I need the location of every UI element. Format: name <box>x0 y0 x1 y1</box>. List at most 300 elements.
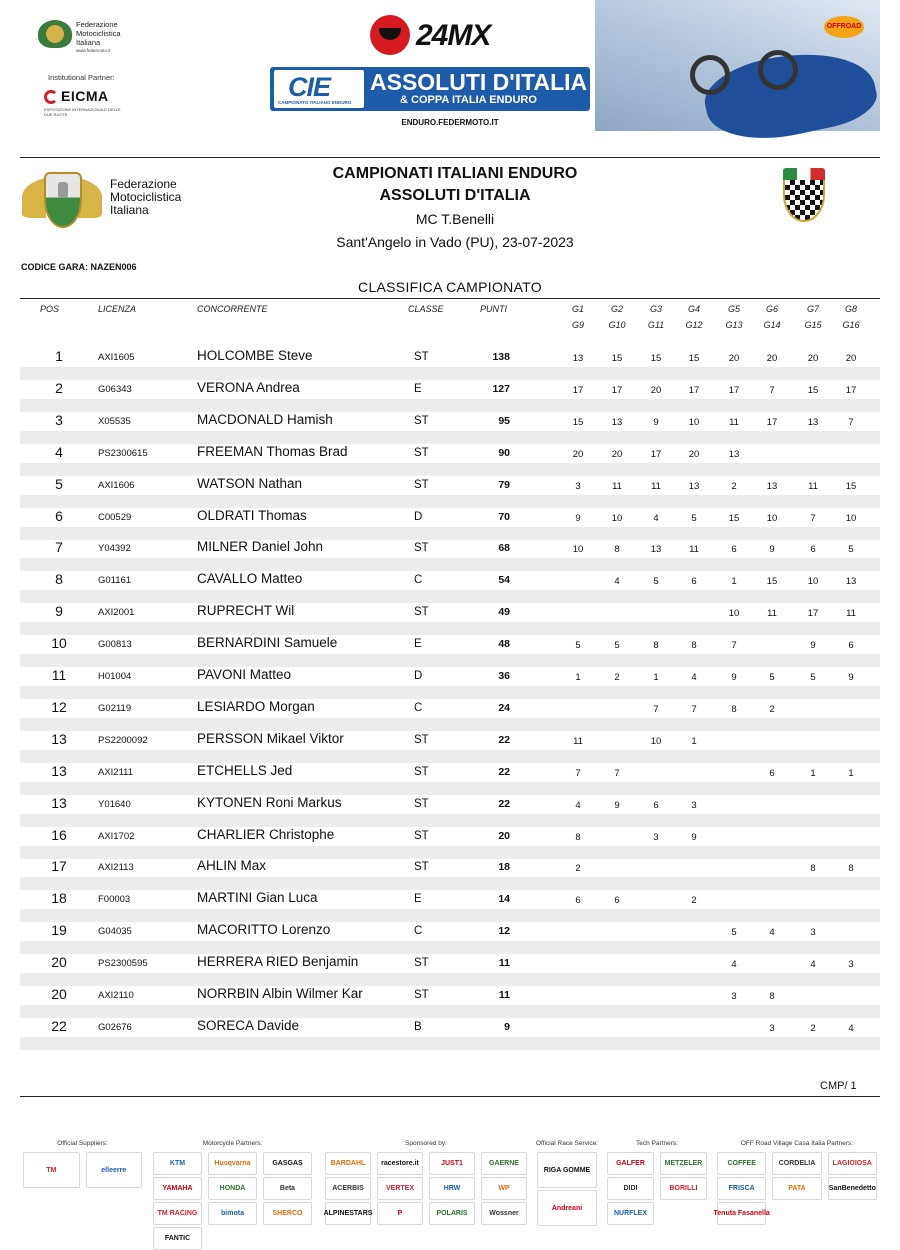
sponsor-logo <box>325 1152 371 1175</box>
cell-position: 20 <box>51 986 67 1002</box>
sponsor-group <box>150 1140 315 1242</box>
cell-class: ST <box>414 989 429 1001</box>
cell-points: 11 <box>498 957 510 970</box>
cell-race-6: 15 <box>766 576 778 588</box>
sponsor-logo <box>377 1152 423 1175</box>
sponsor-logo <box>772 1177 821 1200</box>
cell-race-4: 11 <box>689 544 699 556</box>
sponsor-logo-text: KTM <box>169 1160 186 1167</box>
cell-race-5: 1 <box>731 576 737 588</box>
cell-position: 22 <box>51 1017 67 1034</box>
sponsor-logo <box>481 1152 527 1175</box>
cell-race-6: 8 <box>769 991 775 1002</box>
cell-race-2: 4 <box>614 576 620 588</box>
row-band <box>20 1037 880 1050</box>
cell-rider: NORRBIN Albin Wilmer Kar <box>197 986 363 1001</box>
cell-license: Y01640 <box>98 798 131 810</box>
table-row <box>20 444 880 476</box>
cell-class: ST <box>414 957 429 970</box>
cell-license: C00529 <box>98 511 132 523</box>
cell-position: 13 <box>51 794 67 811</box>
cell-license: G06343 <box>98 383 132 395</box>
cell-race-6: 4 <box>769 927 775 939</box>
cie-logo-text: CIE <box>288 72 331 102</box>
cell-race-1: 20 <box>572 448 584 460</box>
cell-race-3: 8 <box>653 640 659 652</box>
sponsor-logo-text: POLARIS <box>436 1210 468 1217</box>
event-banner <box>270 67 590 111</box>
offroad-logo-text: OFFROAD <box>826 23 862 30</box>
sponsor-logo <box>377 1202 423 1225</box>
row-band <box>20 495 880 508</box>
cell-race-5: 11 <box>729 416 739 428</box>
cell-license: AXI2113 <box>98 862 134 874</box>
cell-race-1: 1 <box>575 672 581 683</box>
sponsor-logo-text: Tenuta Fasanella <box>713 1210 770 1217</box>
row-band <box>20 718 880 731</box>
sponsor-logo <box>377 1177 423 1200</box>
cell-race-8: 9 <box>848 672 854 683</box>
cell-points: 138 <box>492 351 510 363</box>
cell-race-6: 11 <box>767 608 777 620</box>
sponsor-logo <box>86 1152 143 1188</box>
cell-race-6: 5 <box>769 672 775 683</box>
cell-race-2: 2 <box>614 672 620 683</box>
row-band <box>20 590 880 603</box>
table-row <box>20 954 880 986</box>
cell-class: ST <box>414 351 429 363</box>
cell-license: G02676 <box>98 1021 132 1033</box>
sponsor-logo-text: elleerre <box>101 1166 127 1174</box>
cell-race-6: 6 <box>769 767 775 779</box>
table-row <box>20 667 880 699</box>
sponsor-logo-text: DIDI <box>623 1185 638 1192</box>
cell-race-6: 10 <box>766 512 778 524</box>
cell-license: PS2300615 <box>98 447 148 459</box>
sponsor-group-label: Official Suppliers: <box>57 1140 108 1147</box>
row-band <box>20 399 880 412</box>
cell-race-8: 7 <box>848 416 854 428</box>
cell-rider: AHLIN Max <box>197 858 267 874</box>
cell-race-5: 6 <box>731 544 737 556</box>
sponsor-logo <box>208 1202 257 1225</box>
sponsor-logo <box>713 1202 770 1225</box>
cell-race-7: 20 <box>807 353 819 364</box>
cell-class: C <box>414 574 423 587</box>
cell-race-7: 8 <box>810 863 816 875</box>
row-band <box>20 750 880 763</box>
cell-license: AXI2110 <box>98 990 134 1001</box>
cell-race-8: 4 <box>848 1022 854 1034</box>
cell-points: 95 <box>498 414 510 427</box>
tricolor-icon <box>783 168 825 180</box>
enduro-url: ENDURO.FEDERMOTO.IT <box>401 118 499 127</box>
col-g-bottom-4: G12 <box>685 320 703 330</box>
sponsor-logo-text: ALPINESTARS <box>323 1210 373 1217</box>
eicma-subtitle: ESPOSIZIONE INTERNAZIONALE DELLE DUE RUOTE <box>44 107 121 117</box>
cell-rider: ETCHELLS Jed <box>197 762 293 778</box>
cell-position: 2 <box>55 379 63 396</box>
cell-points: 48 <box>498 638 510 651</box>
cell-race-3: 10 <box>650 735 662 747</box>
cell-points: 79 <box>498 478 510 491</box>
cell-position: 10 <box>51 635 67 652</box>
row-band <box>20 909 880 922</box>
sponsor-logo <box>481 1202 527 1225</box>
table-row <box>20 890 880 922</box>
col-g-top-3: G3 <box>649 304 662 314</box>
cell-race-3: 4 <box>653 512 659 524</box>
cell-race-8: 8 <box>848 863 854 875</box>
cell-race-5: 4 <box>731 959 737 971</box>
cell-rider: WATSON Nathan <box>197 475 303 491</box>
cell-position: 5 <box>55 475 63 492</box>
sponsor-logo <box>828 1152 877 1175</box>
cell-license: G02119 <box>98 702 132 714</box>
cell-race-5: 7 <box>731 640 737 652</box>
sponsor-group <box>604 1140 710 1230</box>
cell-race-3: 15 <box>650 353 662 364</box>
col-g-bottom-6: G14 <box>763 320 781 330</box>
cell-race-6: 2 <box>769 703 775 715</box>
cell-race-2: 5 <box>614 640 620 652</box>
row-band <box>20 367 880 380</box>
cell-race-7: 13 <box>807 416 819 428</box>
cell-rider: LESIARDO Morgan <box>197 698 315 714</box>
cell-class: ST <box>414 765 429 778</box>
cell-race-5: 3 <box>731 991 737 1002</box>
cell-race-8: 1 <box>848 767 854 779</box>
table-row <box>20 635 880 667</box>
col-g-top-7: G7 <box>806 304 819 314</box>
sponsor-group-label: OFF Road Village Casa Italia Partners: <box>740 1140 854 1147</box>
cell-points: 14 <box>498 893 510 906</box>
cell-license: H01004 <box>98 671 132 682</box>
sponsor-logo <box>23 1152 80 1188</box>
sponsor-logo-text: WP <box>498 1185 510 1192</box>
cell-race-1: 7 <box>575 767 581 779</box>
sponsor-logo <box>325 1177 371 1200</box>
cell-race-7: 4 <box>810 959 816 971</box>
cell-race-7: 15 <box>807 384 819 396</box>
cell-race-8: 5 <box>848 544 854 556</box>
sponsor-group-label: Sponsored by: <box>405 1140 447 1147</box>
cell-race-6: 3 <box>769 1022 775 1034</box>
sponsor-logo-text: NURFLEX <box>613 1210 648 1217</box>
cell-race-2: 8 <box>614 544 620 556</box>
fmi-small-url: www.federmoto.it <box>76 48 111 53</box>
table-row <box>20 763 880 795</box>
col-points: PUNTI <box>480 304 507 314</box>
sponsor-logo <box>607 1177 654 1200</box>
table-row <box>20 922 880 954</box>
cell-license: X05535 <box>98 415 131 427</box>
cell-class: ST <box>414 797 429 810</box>
cell-class: ST <box>414 478 429 491</box>
cell-rider: PERSSON Mikael Viktor <box>197 730 344 746</box>
cell-race-8: 11 <box>846 608 856 620</box>
col-g-top-1: G1 <box>571 304 584 314</box>
row-band <box>20 686 880 699</box>
cell-race-7: 6 <box>810 544 816 556</box>
col-pos: POS <box>40 304 60 314</box>
cell-race-3: 11 <box>651 480 661 492</box>
table-row <box>20 476 880 508</box>
cell-class: D <box>414 670 423 682</box>
place-and-date: Sant'Angelo in Vado (PU), 23-07-2023 <box>336 234 574 250</box>
sponsor-logo-text: COFFEE <box>727 1160 756 1167</box>
cell-rider: PAVONI Matteo <box>197 667 292 682</box>
cell-rider: MARTINI Gian Luca <box>197 890 318 906</box>
event-subtitle: & COPPA ITALIA ENDURO <box>400 94 537 106</box>
table-row <box>20 603 880 635</box>
cell-points: 22 <box>498 765 510 778</box>
sponsor-logo <box>607 1202 654 1225</box>
sponsor-logo-text: CORDELIA <box>778 1160 816 1167</box>
col-rider: CONCORRENTE <box>197 304 268 314</box>
cell-race-4: 2 <box>691 895 697 907</box>
sponsor-logo-text: FANTIC <box>164 1235 191 1242</box>
page-title: CAMPIONATI ITALIANI ENDURO <box>332 165 578 182</box>
sponsor-logo <box>263 1152 312 1175</box>
cell-race-4: 15 <box>688 353 700 364</box>
divider-table-top <box>20 298 880 299</box>
row-band <box>20 654 880 667</box>
cell-race-1: 6 <box>575 895 581 907</box>
cell-points: 12 <box>498 925 510 938</box>
table-row <box>20 858 880 890</box>
table-row <box>20 508 880 540</box>
sponsor-logo-text: BARDAHL <box>330 1160 366 1167</box>
cell-class: C <box>414 925 423 938</box>
cell-class: ST <box>414 606 429 619</box>
row-band <box>20 782 880 795</box>
cell-position: 7 <box>55 539 63 556</box>
sponsor-logo <box>263 1177 312 1200</box>
row-band <box>20 846 880 859</box>
cell-race-3: 13 <box>650 544 662 556</box>
table-row <box>20 380 880 412</box>
sponsor-logo <box>772 1152 821 1175</box>
sponsor-logo <box>263 1202 312 1225</box>
cell-points: 49 <box>498 606 510 619</box>
cell-license: AXI1605 <box>98 352 135 363</box>
sponsor-logo-text: PATA <box>788 1185 806 1192</box>
cell-race-4: 17 <box>688 384 700 396</box>
cell-race-4: 7 <box>691 703 697 715</box>
table-row <box>20 827 880 859</box>
sponsor-logo <box>607 1152 654 1175</box>
cell-race-2: 10 <box>611 512 623 524</box>
col-g-bottom-7: G15 <box>804 320 822 330</box>
cell-position: 12 <box>51 698 67 715</box>
cell-race-8: 20 <box>845 353 857 364</box>
sponsor-group-label: Official Race Service: <box>535 1140 598 1147</box>
cell-points: 11 <box>498 989 510 1001</box>
enduro-bike-icon <box>690 10 800 100</box>
sponsor-logo <box>660 1152 707 1175</box>
cell-race-1: 2 <box>575 863 581 875</box>
cell-race-5: 5 <box>731 927 737 939</box>
cell-race-1: 10 <box>572 544 584 556</box>
cell-points: 70 <box>498 510 510 523</box>
sponsor-logo-text: Beta <box>279 1185 296 1192</box>
sponsor-logo <box>429 1177 475 1200</box>
cell-points: 20 <box>498 829 510 842</box>
cell-race-3: 5 <box>653 576 659 588</box>
cell-race-2: 9 <box>614 799 620 811</box>
col-g-top-4: G4 <box>687 304 700 314</box>
cell-race-2: 11 <box>612 480 622 492</box>
sponsor-logo-text: HRW <box>443 1185 461 1192</box>
col-g-top-6: G6 <box>765 304 778 314</box>
fmi-text-line3: Italiana <box>110 203 149 217</box>
table-row <box>20 412 880 444</box>
cell-rider: CAVALLO Matteo <box>197 571 303 587</box>
sponsor-logo <box>153 1152 202 1175</box>
cell-race-3: 3 <box>653 831 659 843</box>
cell-rider: FREEMAN Thomas Brad <box>197 443 348 459</box>
sponsor-logo-text: TM RACING <box>157 1210 198 1217</box>
cell-points: 18 <box>498 861 510 874</box>
sponsor-logo <box>429 1152 475 1175</box>
cell-position: 19 <box>51 922 67 939</box>
fmi-logo <box>22 168 202 232</box>
col-g-top-5: G5 <box>727 304 740 314</box>
cell-race-2: 13 <box>611 416 623 428</box>
cell-race-5: 15 <box>728 512 740 524</box>
cell-race-6: 20 <box>766 353 778 364</box>
cell-race-8: 6 <box>848 640 854 652</box>
cell-race-8: 3 <box>848 959 854 971</box>
sponsor-logo-text: VERTEX <box>385 1185 414 1192</box>
col-g-bottom-3: G11 <box>647 320 665 330</box>
cell-class: ST <box>414 733 429 746</box>
cell-race-5: 20 <box>728 353 740 364</box>
cell-license: PS2200092 <box>98 734 148 746</box>
cell-race-2: 17 <box>611 384 623 396</box>
cell-class: ST <box>414 446 429 459</box>
cell-race-1: 5 <box>575 640 581 652</box>
cell-position: 18 <box>51 890 67 907</box>
cell-race-3: 7 <box>653 703 659 715</box>
sponsor-logo <box>537 1190 597 1226</box>
cell-points: 24 <box>498 701 510 714</box>
cell-race-1: 15 <box>572 416 584 428</box>
cell-position: 9 <box>55 603 63 620</box>
sponsor-group <box>534 1140 600 1230</box>
cell-rider: MACORITTO Lorenzo <box>197 922 331 938</box>
cell-race-7: 17 <box>807 608 819 620</box>
cell-race-4: 8 <box>691 640 697 652</box>
cell-license: G04035 <box>98 926 132 938</box>
sponsor-logo-text: P <box>397 1210 403 1217</box>
cell-position: 1 <box>55 348 63 364</box>
cell-points: 90 <box>498 446 510 459</box>
sponsor-logo-text: Husqvarna <box>214 1160 251 1167</box>
cell-race-5: 10 <box>728 608 740 620</box>
cell-position: 13 <box>51 730 67 747</box>
cell-license: G00813 <box>98 639 132 651</box>
sponsor-logo <box>153 1177 202 1200</box>
sponsor-logo-text: GALFER <box>616 1160 645 1167</box>
sponsor-logo <box>717 1177 766 1200</box>
page-reference: CMP/ 1 <box>820 1080 857 1092</box>
table-row <box>20 1018 880 1050</box>
cell-rider: OLDRATI Thomas <box>197 507 307 523</box>
cell-race-4: 10 <box>688 416 700 428</box>
fmi-text-line1: Federazione <box>110 177 177 191</box>
cell-race-7: 11 <box>808 480 818 492</box>
sponsor-logo <box>828 1177 877 1200</box>
cell-class: E <box>414 382 422 395</box>
cell-race-8: 17 <box>845 384 857 396</box>
sponsor-group <box>714 1140 880 1230</box>
cell-race-8: 15 <box>845 480 857 492</box>
cell-race-1: 9 <box>575 512 581 524</box>
cell-class: ST <box>414 861 429 874</box>
cell-position: 13 <box>51 762 67 779</box>
sponsor-logo <box>660 1177 707 1200</box>
cie-logo-sub: CAMPIONATO ITALIANO ENDURO <box>278 100 352 105</box>
divider-bottom <box>20 1096 880 1097</box>
cell-position: 4 <box>55 443 63 460</box>
24mx-word: 24MX <box>416 19 491 52</box>
row-band <box>20 431 880 444</box>
cell-race-6: 13 <box>766 480 778 492</box>
cell-race-1: 11 <box>573 735 583 747</box>
cell-license: AXI1702 <box>98 830 135 842</box>
eicma-logo <box>44 88 124 116</box>
cell-race-2: 7 <box>614 767 620 779</box>
cell-class: C <box>414 701 423 714</box>
cell-race-4: 20 <box>688 448 700 460</box>
sponsor-logo-text: TM <box>46 1166 57 1174</box>
cell-race-5: 9 <box>731 672 737 683</box>
row-band <box>20 527 880 540</box>
row-band <box>20 1005 880 1018</box>
cell-rider: CHARLIER Christophe <box>197 826 335 842</box>
cell-rider: RUPRECHT Wil <box>197 603 295 619</box>
cell-class: D <box>414 510 423 523</box>
cell-race-8: 13 <box>845 576 857 588</box>
cell-race-7: 7 <box>810 512 816 524</box>
sponsor-group <box>322 1140 530 1230</box>
cell-race-5: 2 <box>731 480 737 492</box>
col-class: CLASSE <box>408 304 444 314</box>
sponsor-logo-text: bimota <box>221 1210 244 1217</box>
sponsor-logo <box>153 1227 202 1250</box>
cell-rider: BERNARDINI Samuele <box>197 635 338 651</box>
sponsor-logo <box>153 1202 202 1225</box>
cell-race-7: 9 <box>810 640 816 652</box>
cell-license: PS2300595 <box>98 958 148 970</box>
banner-artwork <box>595 0 880 131</box>
cell-rider: MACDONALD Hamish <box>197 411 333 427</box>
cell-rider: HOLCOMBE Steve <box>197 348 313 363</box>
cell-race-3: 9 <box>653 416 659 428</box>
sponsor-group <box>20 1140 145 1230</box>
cie-logo <box>274 70 364 108</box>
race-code: CODICE GARA: NAZEN006 <box>21 262 137 272</box>
table-row <box>20 571 880 603</box>
cell-race-5: 17 <box>728 384 740 396</box>
col-g-bottom-8: G16 <box>842 320 860 330</box>
section-title: CLASSIFICA CAMPIONATO <box>358 279 542 295</box>
cell-class: E <box>414 893 422 906</box>
cell-race-5: 13 <box>728 448 740 460</box>
24mx-mask-icon <box>370 15 410 55</box>
